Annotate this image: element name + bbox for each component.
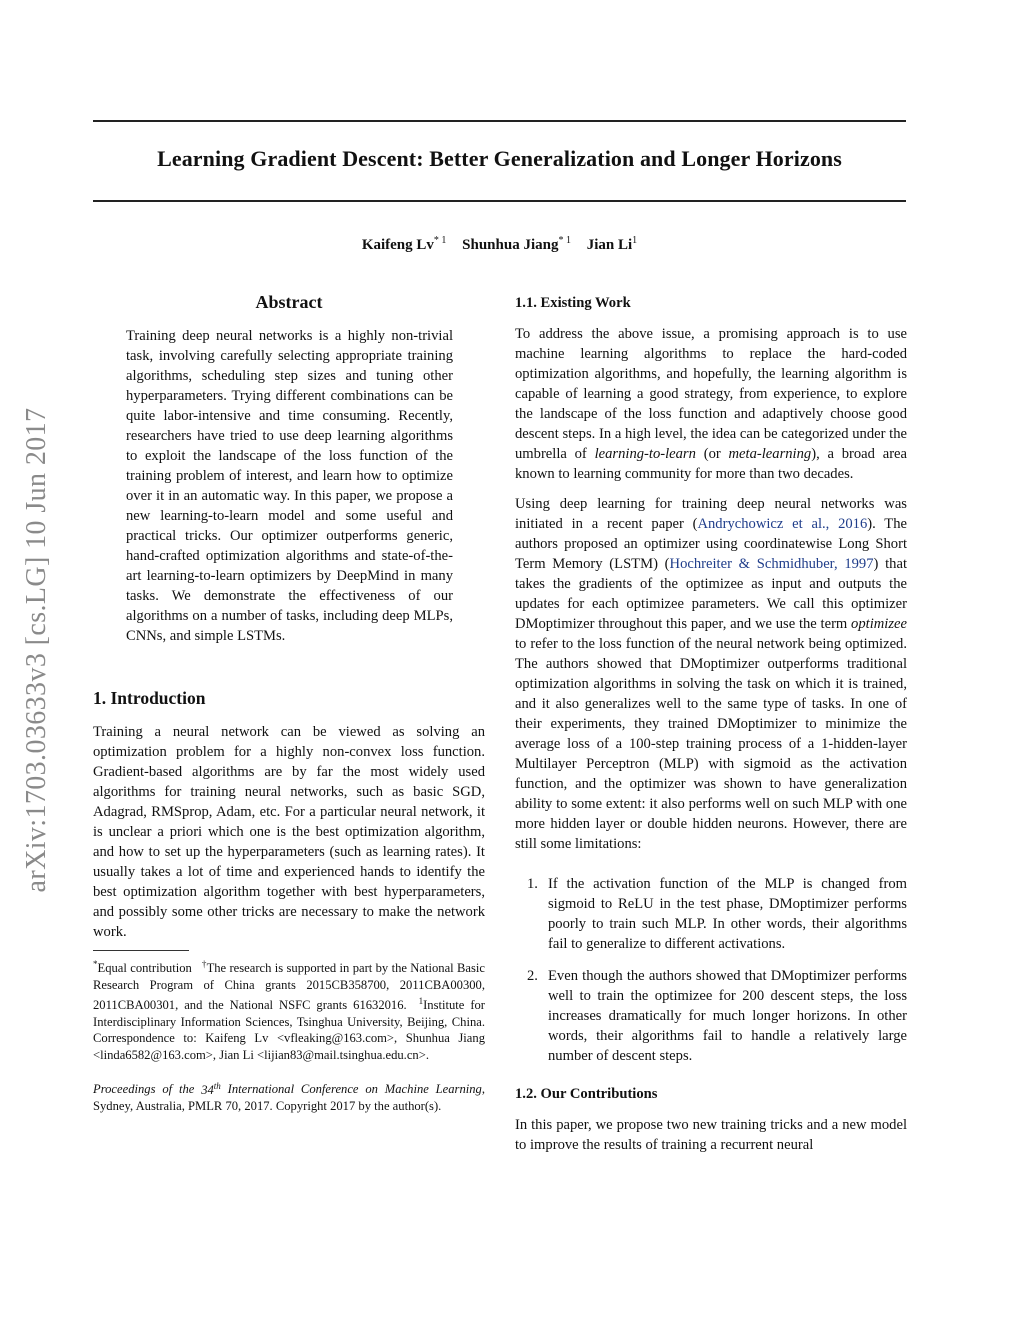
title-top-rule xyxy=(93,120,906,122)
term-optimizee: optimizee xyxy=(851,616,907,632)
introduction-heading: 1. Introduction xyxy=(93,688,206,708)
title-bottom-rule xyxy=(93,200,906,202)
arxiv-sidebar xyxy=(12,360,62,940)
footnote-institute: Institute for Interdisciplinary Information Sciences, Tsinghua University, Beijing, China. xyxy=(93,998,486,1029)
author xyxy=(362,237,447,253)
citation-link[interactable]: Andrychowicz et al., 2016 xyxy=(697,516,868,532)
existing-work-heading: 1.1. Existing Work xyxy=(515,295,631,311)
proceedings-conference: International Conference on Machine Learning xyxy=(227,1082,482,1097)
abstract-body: Training deep neural networks is a highly non-trivial task, involving carefully selecting appropriate training algorithms, scheduling step sizes and tuning other hyperparameters. Trying different combinations can be quite labor-intensive and time consuming. Recently, researchers have tried to use deep learning algorithms to exploit the landscape of the loss function of the training problem of interest, and learn how to optimize over it in an automatic way. In this paper, we propose a new learning-to-learn model and some useful and practical tricks. Our optimizer outperforms generic, hand-crafted optimization algorithms and state-of-the-art learning-to-learn optimizers by DeepMind in many tasks. We demonstrate the effectiveness of our algorithms on a number of tasks, including deep MLPs, CNNs, and simple LSTMs. xyxy=(126,328,453,644)
limitations-list xyxy=(515,874,907,1066)
footnote-correspondence: Correspondence to: Kaifeng Lv <vfleaking@163.com>, Shunhua Jiang <linda6582@163.com>, Jian Li <lijian83@mail.tsinghua.edu.cn>. xyxy=(93,1031,485,1062)
author xyxy=(462,237,571,253)
author-name: Shunhua Jiang xyxy=(462,237,559,253)
contributions-body: In this paper, we propose two new training tricks and a new model to improve the results of training a recurrent neural xyxy=(515,1117,907,1153)
author-name: Jian Li xyxy=(586,237,633,253)
list-item-text: If the activation function of the MLP is changed from sigmoid to ReLU in the test phase, DMoptimizer performs poorly to train such MLP. In other words, their algorithms fail to generalize to different activations. xyxy=(548,876,907,952)
list-item-text: Even though the authors showed that DMoptimizer performs well to train the optimizee for 200 descent steps, the loss increases dramatically for much longer horizons. In other words, their algorithms fail to handle a relatively large number of descent steps. xyxy=(548,968,907,1064)
contributions-heading: 1.2. Our Contributions xyxy=(515,1086,658,1102)
footnote-support: The research is supported in part by the National Basic Research Program of China grants 2015CB358700, 2011CBA00300, 2011CBA00301, and the National NSFC grants 61632016. xyxy=(93,961,485,1013)
term-meta-learning: meta-learning xyxy=(728,446,812,462)
paper-title: Learning Gradient Descent: Better Generalization and Longer Horizons xyxy=(157,146,842,171)
abstract-heading: Abstract xyxy=(255,292,323,312)
footnote-rule xyxy=(93,950,189,951)
arxiv-identifier: arXiv:1703.03633v3 [cs.LG] 10 Jun 2017 xyxy=(21,407,52,893)
author-list xyxy=(93,235,906,254)
footnote-affiliations xyxy=(93,956,485,1063)
citation-link[interactable]: Hochreiter & Schmidhuber, 1997 xyxy=(669,556,874,572)
author-affiliation-mark: * 1 xyxy=(558,235,571,246)
term-learning-to-learn: learning-to-learn xyxy=(594,446,696,462)
footnote-equal-contribution: Equal contribution xyxy=(97,961,192,976)
footnote-mark: 1 xyxy=(418,996,424,1007)
author-affiliation-mark: 1 xyxy=(632,235,638,246)
proceedings-note xyxy=(93,1077,485,1114)
list-number: 2. xyxy=(527,968,538,984)
author-name: Kaifeng Lv xyxy=(361,237,434,253)
author-affiliation-mark: * 1 xyxy=(433,235,447,246)
list-item xyxy=(515,874,907,954)
footnote-mark: † xyxy=(201,959,207,969)
list-number: 1. xyxy=(527,876,538,892)
footnote-mark: * xyxy=(93,959,98,969)
introduction-body: Training a neural network can be viewed as solving an optimization problem for a highly non-convex loss function. Gradient-based algorithms are by far the most widely used algorithms for training neural networks, such as basic SGD, Adagrad, RMSprop, Adam, etc. For a particular neural network, it is unclear a priori which one is the best optimization algorithm, and how to set up the hyperparameters (such as learning rates). It usually takes a lot of time and experienced hands to identify the best optimization algorithm together with best hyperparameters, and possibly some other tricks are necessary to make the network work. xyxy=(93,724,485,940)
existing-work-paragraph-1: To address the above issue, a promising approach is to use machine learning algorithms to replace the hard-coded optimization algorithms, and hopefully, the learning algorithm is capable of learning a good strategy, from experience, to explore the landscape of the loss function and adaptively choose good descent steps. In a high level, the idea can be categorized under the umbrella of learning-to-learn (or meta-learning), a broad area known to learning community for more than two decades. xyxy=(515,326,908,482)
existing-work-paragraph-2: Using deep learning for training deep neural networks was initiated in a recent paper (Andrychowicz et al., 2016). The authors proposed an optimizer using coordinatewise Long Short Term Memory (LSTM) (Hochreiter & Schmidhuber, 1997) that takes the gradients of the optimizee as input and outputs the updates for each optimizee parameters. We call this optimizer DMoptimizer throughout this paper, and we use the term optimizee to refer to the loss function of the neural network being optimized. The authors showed that DMoptimizer outperforms traditional optimization algorithms in solving the task on which it is trained, and it also generalizes well to the same type of tasks. In one of their experiments, they trained DMoptimizer to minimize the average loss of a 100-step training process of a 1-hidden-layer Multilayer Perceptron (MLP) with sigmoid as the activation function, and the optimizer was shown to have generalization ability to some extent: it also performs well on such MLP with one more hidden layer or double hidden neurons. However, there are still some limitations: xyxy=(515,496,907,852)
author xyxy=(587,237,637,253)
left-column xyxy=(93,290,485,1115)
proceedings-details: , Sydney, Australia, PMLR 70, 2017. Copyright 2017 by the author(s). xyxy=(93,1082,486,1114)
proceedings-prefix: Proceedings of the xyxy=(93,1082,195,1097)
list-item xyxy=(515,966,907,1066)
proceedings-number: 34th xyxy=(201,1080,221,1097)
right-column xyxy=(515,290,907,1155)
